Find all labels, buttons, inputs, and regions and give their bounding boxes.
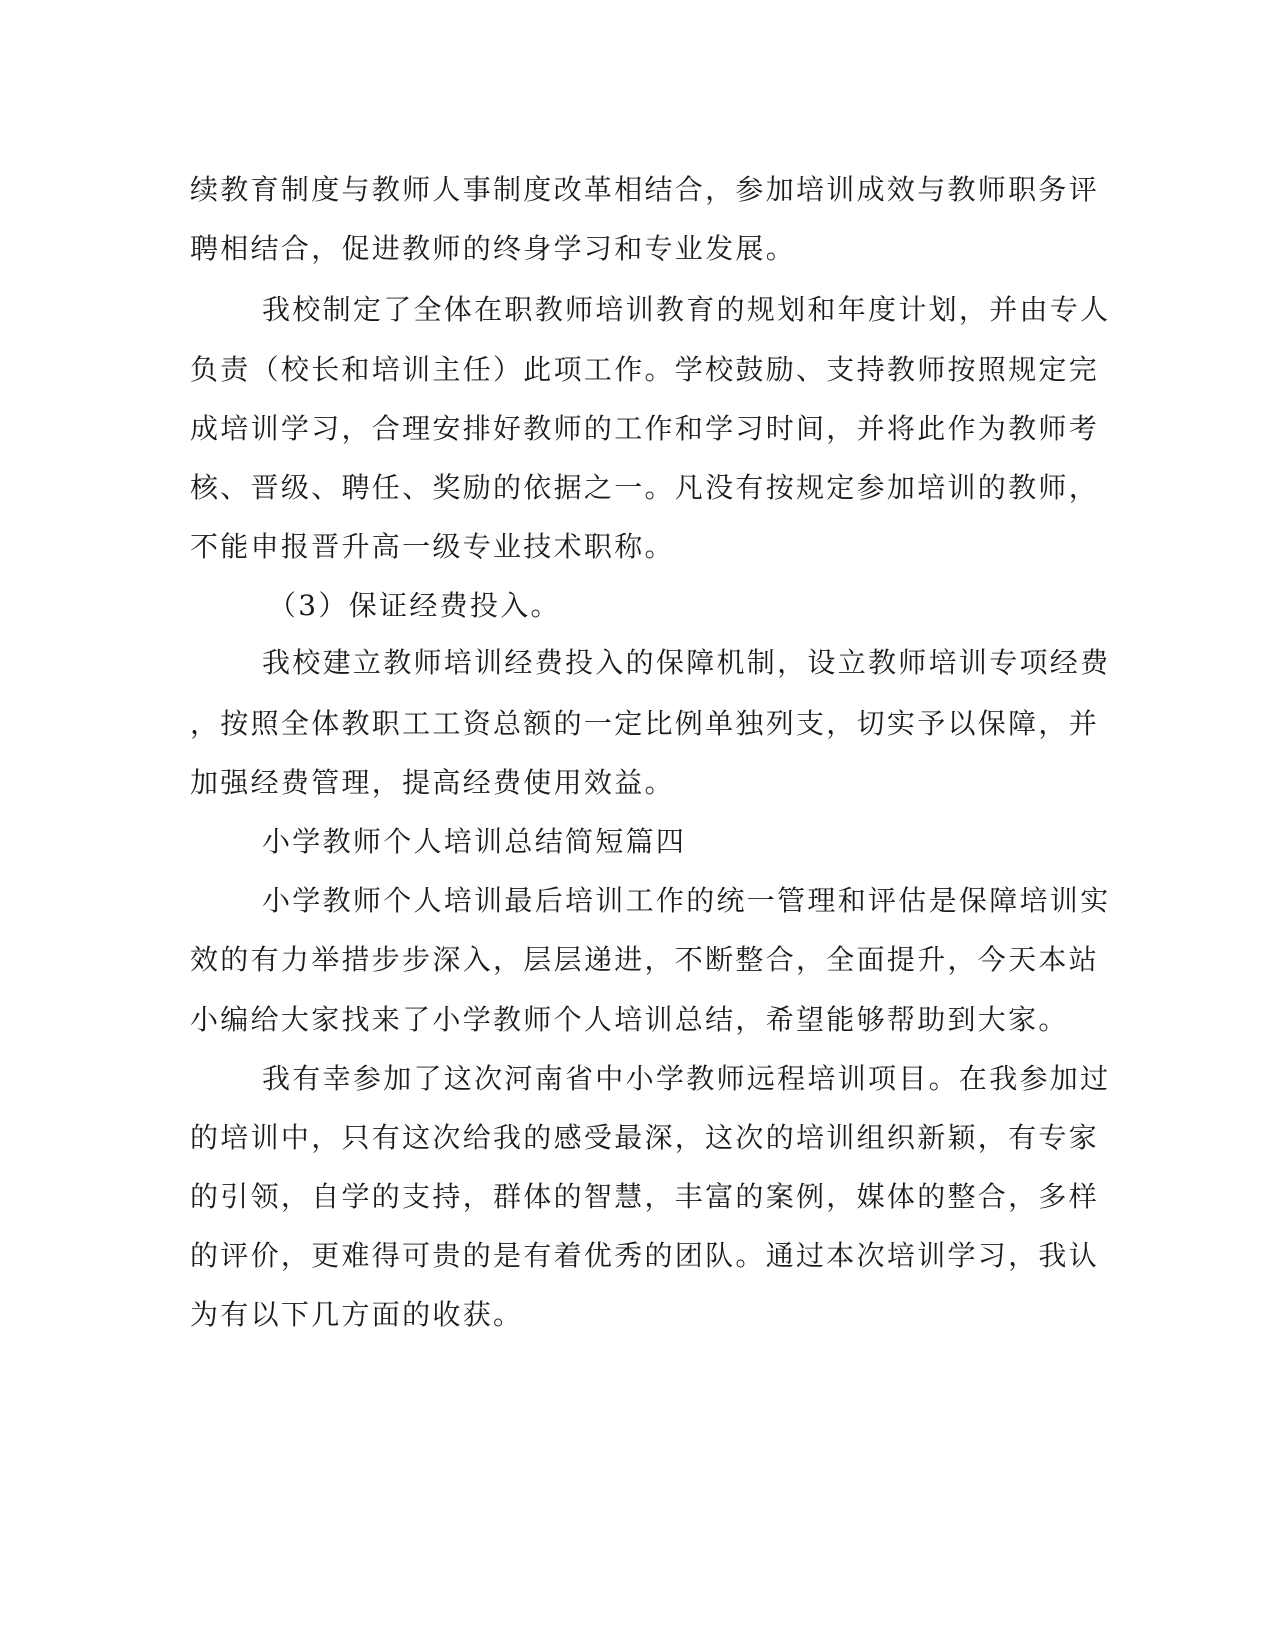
text-line: 负责（校长和培训主任）此项工作。学校鼓励、支持教师按照规定完 (190, 353, 1100, 386)
text-line: 聘相结合，促进教师的终身学习和专业发展。 (190, 232, 797, 265)
text-line: 为有以下几方面的收获。 (190, 1298, 524, 1331)
text-line: 我校建立教师培训经费投入的保障机制，设立教师培训专项经费 (262, 646, 1111, 679)
text-line: 的培训中，只有这次给我的感受最深，这次的培训组织新颖，有专家 (190, 1121, 1100, 1154)
text-line: 续教育制度与教师人事制度改革相结合，参加培训成效与教师职务评 (190, 173, 1100, 206)
text-line: 的引领，自学的支持，群体的智慧，丰富的案例，媒体的整合，多样 (190, 1180, 1100, 1213)
text-line: ，按照全体教职工工资总额的一定比例单独列支，切实予以保障，并 (190, 707, 1100, 740)
text-line: 核、晋级、聘任、奖励的依据之一。凡没有按规定参加培训的教师， (190, 471, 1100, 504)
text-line: 成培训学习，合理安排好教师的工作和学习时间，并将此作为教师考 (190, 412, 1100, 445)
text-line: 小编给大家找来了小学教师个人培训总结，希望能够帮助到大家。 (190, 1003, 1069, 1036)
section-heading: （3）保证经费投入。 (268, 589, 561, 622)
text-line: 小学教师个人培训最后培训工作的统一管理和评估是保障培训实 (262, 884, 1111, 917)
text-line: 的评价，更难得可贵的是有着优秀的团队。通过本次培训学习，我认 (190, 1239, 1100, 1272)
text-line: 我有幸参加了这次河南省中小学教师远程培训项目。在我参加过 (262, 1062, 1111, 1095)
text-line: 不能申报晋升高一级专业技术职称。 (190, 530, 675, 563)
text-line: 我校制定了全体在职教师培训教育的规划和年度计划，并由专人 (262, 293, 1111, 326)
section-title: 小学教师个人培训总结简短篇四 (262, 825, 687, 858)
text-line: 加强经费管理，提高经费使用效益。 (190, 766, 675, 799)
text-line: 效的有力举措步步深入，层层递进，不断整合，全面提升，今天本站 (190, 943, 1100, 976)
